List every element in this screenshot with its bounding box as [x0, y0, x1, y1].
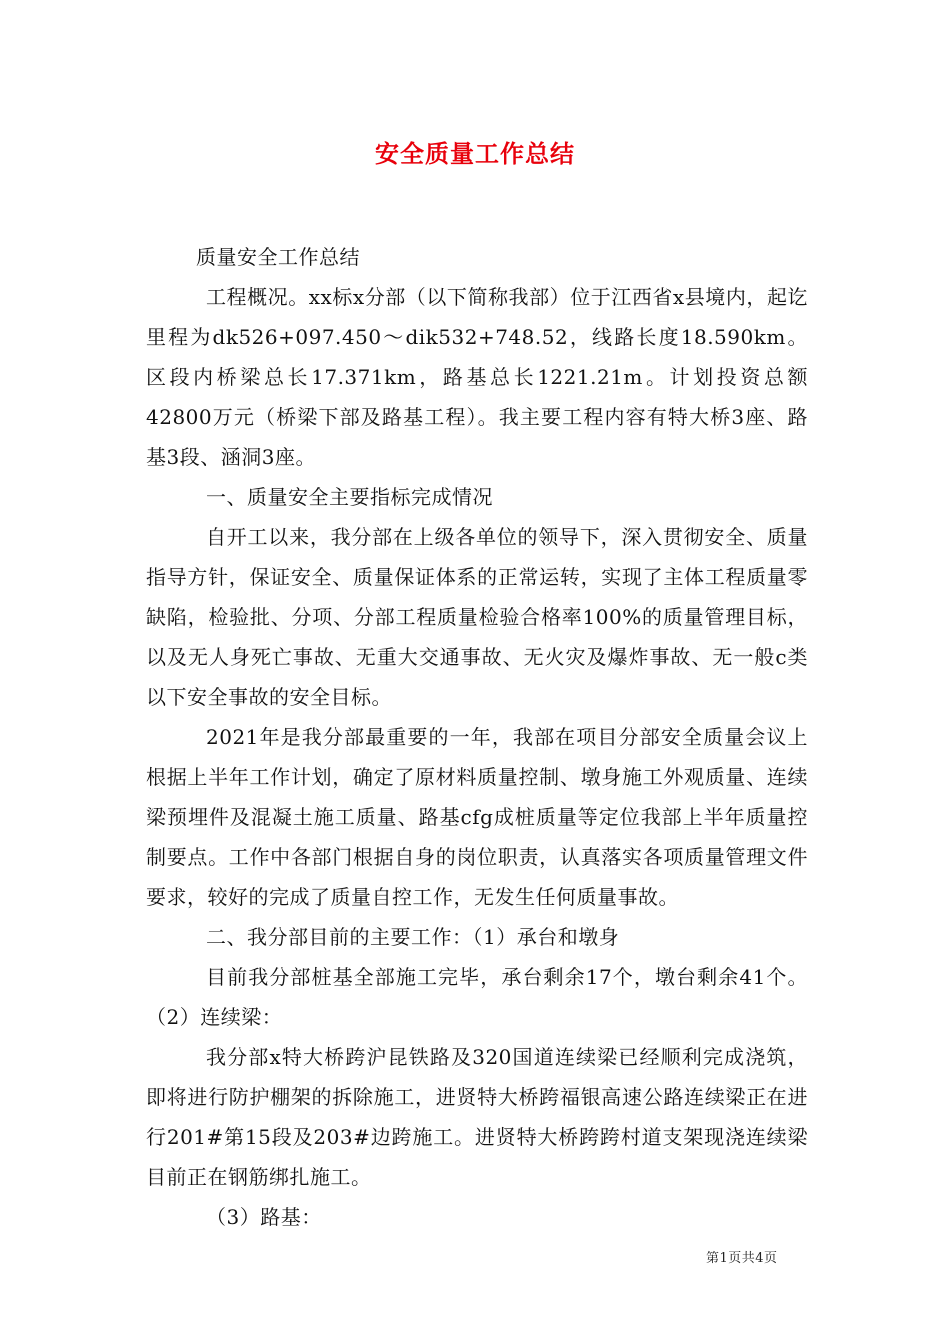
section-heading-2: 二、我分部目前的主要工作：（1）承台和墩身 [206, 925, 620, 949]
section-heading-1: 一、质量安全主要指标完成情况 [206, 485, 493, 509]
paragraph-targets: 自开工以来，我分部在上级各单位的领导下，深入贯彻安全、质量指导方针，保证安全、质量保证体系的正常运转，实现了主体工程质量零缺陷，检验批、分项、分部工程质量检验合格率100%的质量管理目标，以及无人身死亡事故、无重大交通事故、无火灾及爆炸事故、无一般c类以下安全事故的安全目标。 [146, 525, 808, 709]
paragraph-overview: 工程概况。xx标x分部（以下简称我部）位于江西省x县境内，起讫里程为dk526+097.450～dik532+748.52，线路长度18.590km。区段内桥梁总长17.371km，路基总长1221.21m。计划投资总额42800万元（桥梁下部及路基工程）。我主要工程内容有特大桥3座、路基3段、涵洞3座。 [146, 285, 808, 469]
paragraph-2021: 2021年是我分部最重要的一年，我部在项目分部安全质量会议上根据上半年工作计划，确定了原材料质量控制、墩身施工外观质量、连续梁预埋件及混凝土施工质量、路基cfg成桩质量等定位我部上半年质量控制要点。工作中各部门根据自身的岗位职责，认真落实各项质量管理文件要求，较好的完成了质量自控工作，无发生任何质量事故。 [146, 725, 808, 909]
paragraph-subtitle: 质量安全工作总结 [196, 245, 360, 269]
page-number: 第1页共4页 [706, 1251, 778, 1266]
document-title: 安全质量工作总结 [375, 140, 575, 168]
paragraph-subgrade: （3）路基： [206, 1205, 322, 1229]
document-body [146, 237, 808, 1237]
paragraph-piers: 目前我分部桩基全部施工完毕，承台剩余17个，墩台剩余41个。（2）连续梁： [146, 965, 808, 1029]
paragraph-continuous-beam: 我分部x特大桥跨沪昆铁路及320国道连续梁已经顺利完成浇筑，即将进行防护棚架的拆除施工，进贤特大桥跨福银高速公路连续梁正在进行201#第15段及203#边跨施工。进贤特大桥跨跨村道支架现浇连续梁目前正在钢筋绑扎施工。 [146, 1045, 808, 1189]
